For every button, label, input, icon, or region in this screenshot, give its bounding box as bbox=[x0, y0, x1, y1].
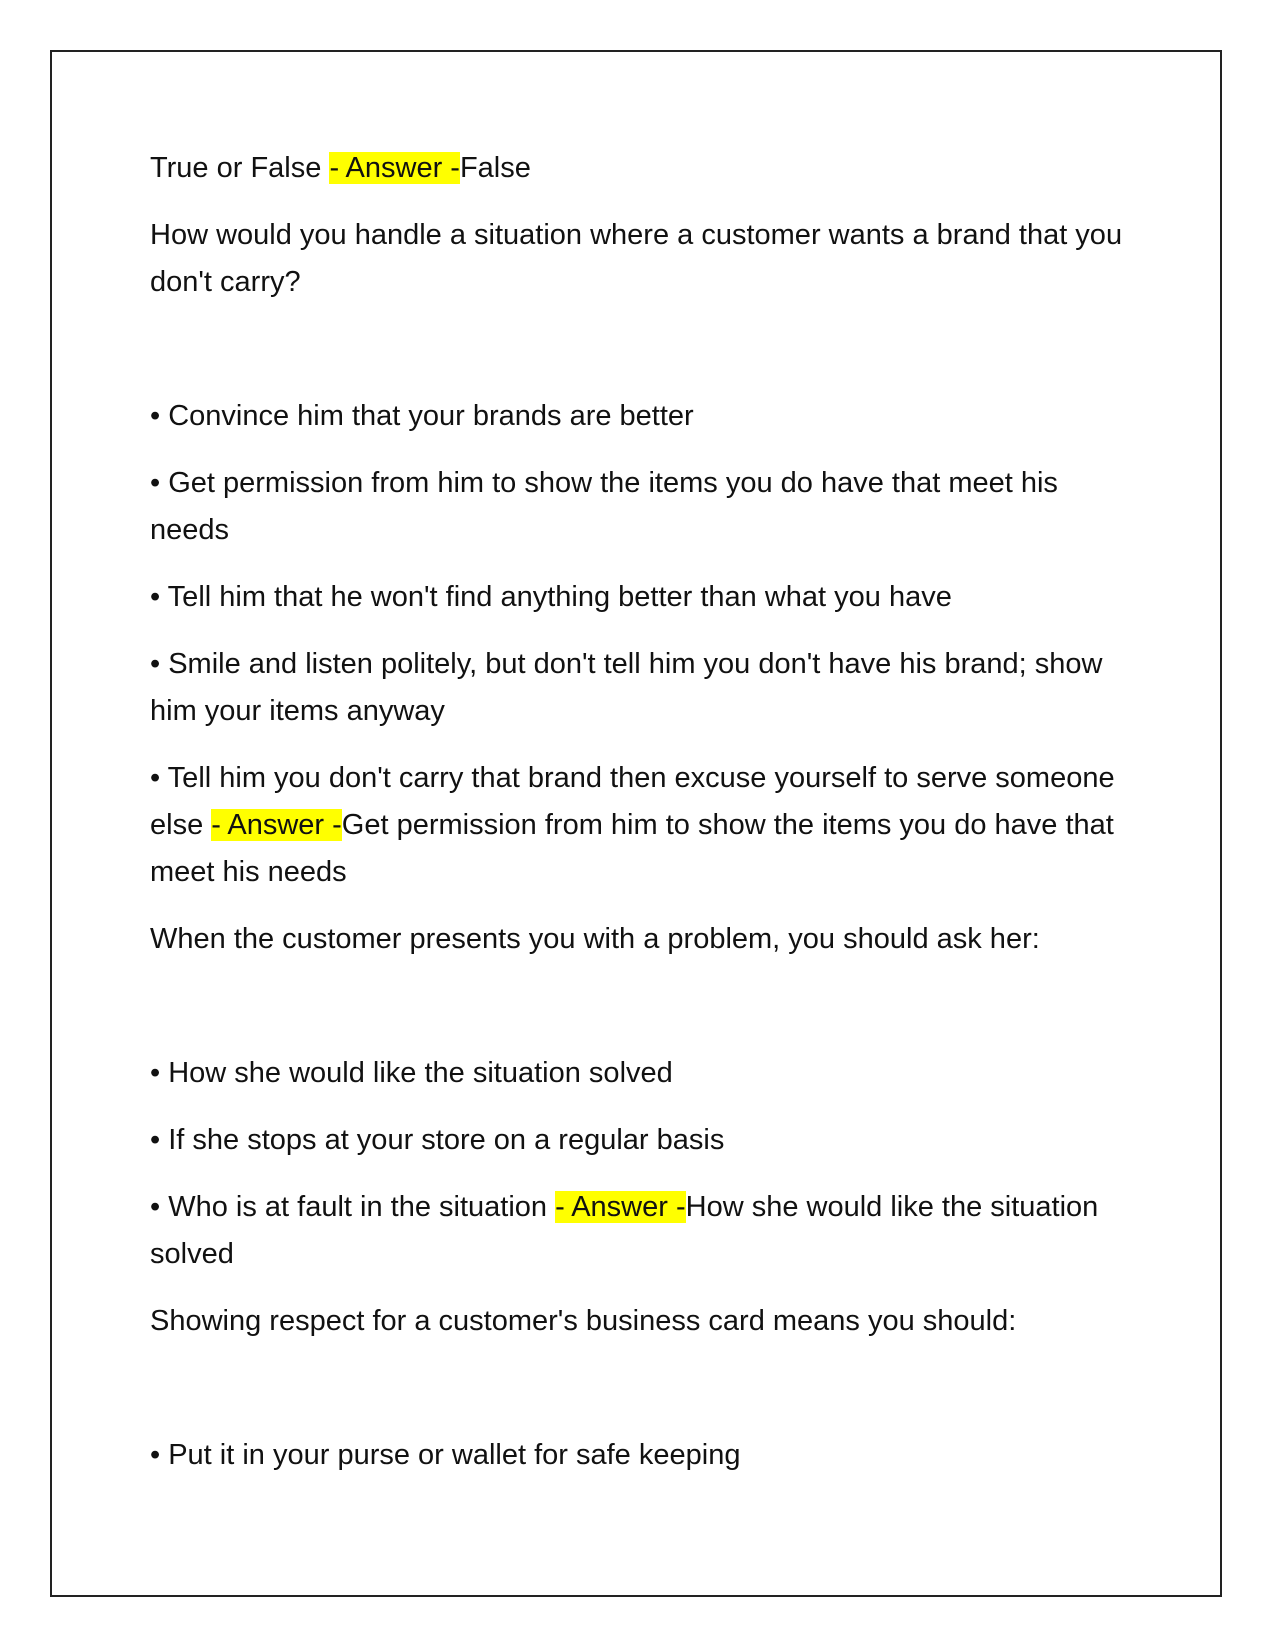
blank-line bbox=[150, 1365, 1140, 1432]
option-item: • How she would like the situation solved bbox=[150, 1057, 673, 1089]
document-body bbox=[150, 145, 1140, 1499]
blank-line bbox=[150, 326, 1140, 393]
answer-highlight: - Answer - bbox=[555, 1191, 686, 1223]
blank-line bbox=[150, 983, 1140, 1050]
qa-text: • Who is at fault in the situation bbox=[150, 1191, 556, 1223]
option-item: • Convince him that your brands are better bbox=[150, 400, 694, 432]
qa-line-problem bbox=[150, 1184, 1140, 1278]
question-problem: When the customer presents you with a problem, you should ask her: bbox=[150, 923, 1040, 955]
qa-line-brand bbox=[150, 755, 1140, 896]
option-item: • If she stops at your store on a regular basis bbox=[150, 1124, 725, 1156]
answer-text: Get permission from him to show the items you do have that meet his needs bbox=[150, 809, 1114, 888]
option-item: • Put it in your purse or wallet for safe keeping bbox=[150, 1439, 741, 1471]
option-item: • Tell him that he won't find anything better than what you have bbox=[150, 581, 952, 613]
option-item: • Get permission from him to show the items you do have that meet his needs bbox=[150, 467, 1058, 546]
answer-highlight: - Answer - bbox=[329, 152, 460, 184]
qa-text: • Tell him you don't carry that brand then excuse yourself to serve someone else bbox=[150, 762, 1115, 841]
answer-highlight: - Answer - bbox=[211, 809, 342, 841]
option-item: • Smile and listen politely, but don't tell him you don't have his brand; show him your items anyway bbox=[150, 648, 1103, 727]
qa-line-true-false bbox=[150, 145, 1140, 192]
answer-text: How she would like the situation solved bbox=[150, 1191, 1099, 1270]
question-brand: How would you handle a situation where a customer wants a brand that you don't carry? bbox=[150, 219, 1123, 298]
qa-text: True or False bbox=[150, 152, 330, 184]
answer-text: False bbox=[459, 152, 531, 184]
question-business-card: Showing respect for a customer's business card means you should: bbox=[150, 1305, 1017, 1337]
